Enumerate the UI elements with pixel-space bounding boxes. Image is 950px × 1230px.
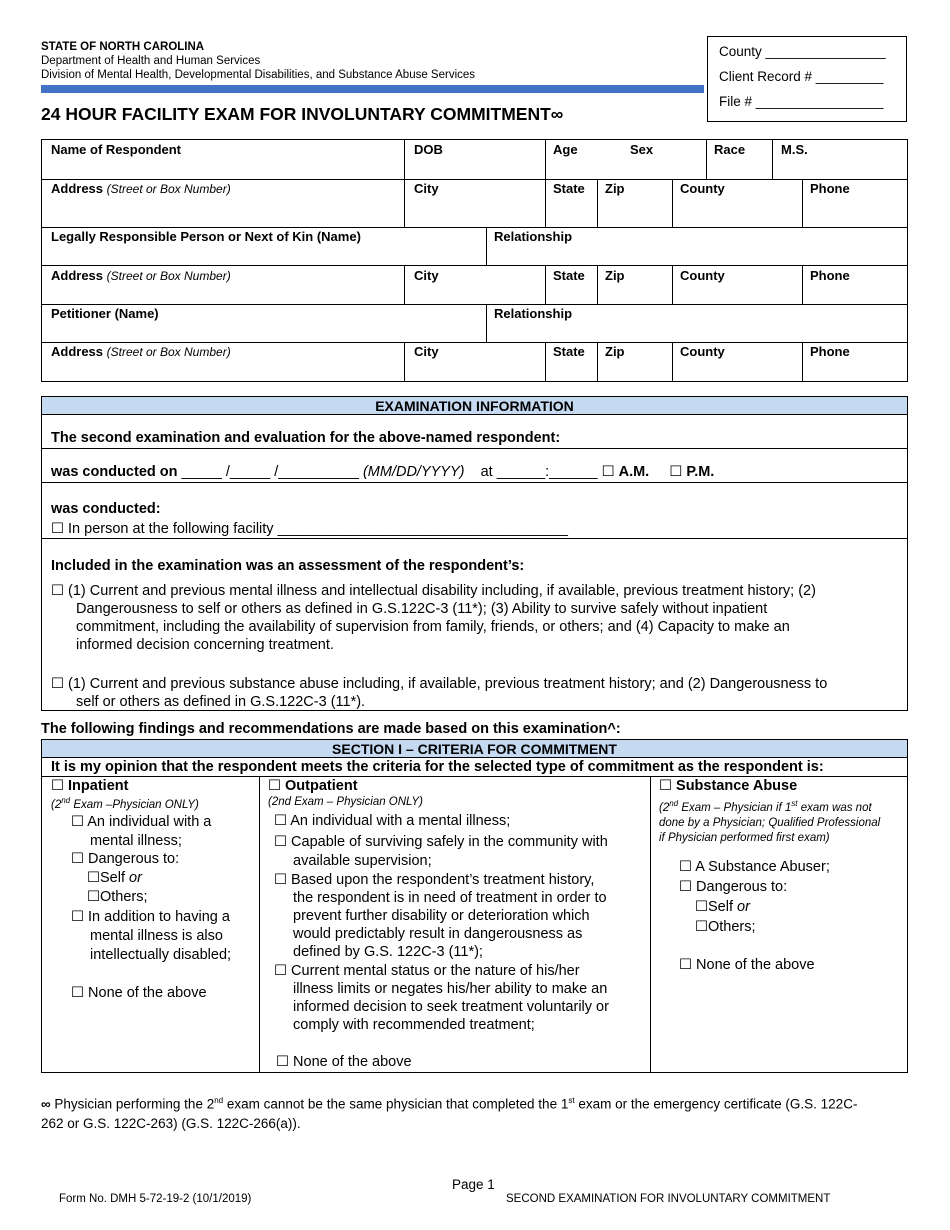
respondent-phone-field[interactable]: Phone [810,181,850,196]
respondent-zip-field[interactable]: Zip [605,181,625,196]
outpatient-mental-illness-checkbox[interactable]: ☐ An individual with a mental illness; [274,813,511,829]
respondent-city-field[interactable]: City [414,181,439,196]
outpatient-survive-checkbox[interactable]: ☐ Capable of surviving safely in the community with available supervision; [274,834,608,869]
substance-abuser-checkbox[interactable]: ☐ A Substance Abuser; [679,859,830,875]
kin-city-field[interactable]: City [414,268,439,283]
included-label: Included in the examination was an assessment of the respondent’s: [51,558,525,574]
exam-date-input[interactable]: _____ /_____ /__________ [181,464,359,480]
exam-time-input[interactable]: ______:______ [496,464,598,480]
footnote: ∞ Physician performing the 2nd exam cannot be the same physician that completed the 1st exam or the emergency certificate (G.S. 122C- 262 or G.S. 122C-263) (G.S. 122C-266(a)). [41,1096,858,1131]
second-exam-label: The second examination and evaluation for the above-named respondent: [51,430,561,446]
record-box [707,36,907,122]
section1-heading: SECTION I – CRITERIA FOR COMMITMENT [41,739,908,758]
mental-illness-assessment-checkbox[interactable]: ☐ (1) Current and previous mental illness and intellectual disability including, if available, previous treatment history; (2) Dangerousness to self or others as defined in G.S.122C-3 (11*); (3) Ability to survive safely without inpatient commitment, including the availability of supervision from family, friends, or others; and (4) Capacity to make an informed decision concerning treatment. [51,583,816,653]
petitioner-address-field[interactable]: Address (Street or Box Number) [51,344,231,359]
department-name: Department of Health and Human Services [41,55,261,67]
inpatient-others-checkbox[interactable]: ☐Others; [87,889,148,905]
kin-phone-field[interactable]: Phone [810,268,850,283]
file-number-field[interactable]: File # _________________ [719,94,884,109]
respondent-address-field[interactable]: Address (Street or Box Number) [51,181,231,196]
petitioner-relationship-field[interactable]: Relationship [494,306,573,321]
inpatient-mental-illness-checkbox[interactable]: ☐ An individual with a mental illness; [71,814,212,849]
dob-field[interactable]: DOB [414,142,443,157]
petitioner-state-field[interactable]: State [553,344,585,359]
substance-dangerous-checkbox[interactable]: ☐ Dangerous to: [679,879,788,895]
marital-status-field[interactable]: M.S. [781,142,808,157]
substance-self-checkbox[interactable]: ☐Self or [695,899,750,915]
kin-address-field[interactable]: Address (Street or Box Number) [51,268,231,283]
substance-none-checkbox[interactable]: ☐ None of the above [679,957,815,973]
inpatient-checkbox[interactable]: ☐ Inpatient [51,778,129,794]
opinion-label: It is my opinion that the respondent meets the criteria for the selected type of commitment as the respondent is: [51,759,824,775]
client-record-field[interactable]: Client Record # _________ [719,69,884,84]
kin-zip-field[interactable]: Zip [605,268,625,283]
respondent-state-field[interactable]: State [553,181,585,196]
substance-abuse-assessment-checkbox[interactable]: ☐ (1) Current and previous substance abuse including, if available, previous treatment history; and (2) Dangerousness to self or others as defined in G.S.122C-3 (11*). [51,676,828,710]
sex-field[interactable]: Sex [630,142,654,157]
inpatient-none-checkbox[interactable]: ☐ None of the above [71,985,207,1001]
header-rule [41,85,704,93]
inpatient-note: (2nd Exam –Physician ONLY) [51,796,199,811]
page-number: Page 1 [452,1177,495,1192]
inpatient-dangerous-checkbox[interactable]: ☐ Dangerous to: [71,851,180,867]
am-checkbox[interactable]: ☐ A.M. [601,464,650,480]
kin-state-field[interactable]: State [553,268,585,283]
substance-abuse-note: (2nd Exam – Physician if 1st exam was not done by a Physician; Qualified Professional if Physician performed first exam) [659,799,881,844]
petitioner-city-field[interactable]: City [414,344,439,359]
kin-name-field[interactable]: Legally Responsible Person or Next of Kin (Name) [51,229,361,244]
exam-info-heading: EXAMINATION INFORMATION [41,396,908,415]
outpatient-none-checkbox[interactable]: ☐ None of the above [276,1054,412,1070]
substance-others-checkbox[interactable]: ☐Others; [695,919,756,935]
respondent-name-field[interactable]: Name of Respondent [51,142,182,157]
form-number: Form No. DMH 5-72-19-2 (10/1/2019) [59,1193,252,1205]
outpatient-checkbox[interactable]: ☐ Outpatient [268,778,358,794]
outpatient-note: (2nd Exam – Physician ONLY) [268,796,423,808]
petitioner-phone-field[interactable]: Phone [810,344,850,359]
state-name: STATE OF NORTH CAROLINA [41,41,205,53]
kin-relationship-field[interactable]: Relationship [494,229,573,244]
outpatient-treatment-history-checkbox[interactable]: ☐ Based upon the respondent’s treatment history, the respondent is in need of treatment in order to prevent further disability or deterioration which would predictably result in dangerousness as defined by G.S. 122C-3 (11*); [274,872,607,960]
county-field[interactable]: County ________________ [719,44,886,59]
division-name: Division of Mental Health, Developmental Disabilities, and Substance Abuse Services [41,69,476,81]
kin-county-field[interactable]: County [680,268,725,283]
substance-abuse-checkbox[interactable]: ☐ Substance Abuse [659,778,798,794]
in-person-checkbox[interactable]: ☐ In person at the following facility ____________________________________ [51,521,568,537]
inpatient-self-checkbox[interactable]: ☐Self or [87,870,142,886]
pm-checkbox[interactable]: ☐ P.M. [669,464,715,480]
exam-date-row: was conducted on _____ /_____ /__________ (MM/DD/YYYY) at ______:______ ☐ A.M. ☐ P.M. [51,464,715,480]
age-field[interactable]: Age [553,142,578,157]
findings-label: The following findings and recommendations are made based on this examination^: [41,721,621,737]
was-conducted-label: was conducted: [51,501,161,517]
outpatient-mental-status-checkbox[interactable]: ☐ Current mental status or the nature of his/her illness limits or negates his/her ability to make an informed decision to seek treatment voluntarily or comply with recommended treatment; [274,963,609,1033]
inpatient-intellectual-checkbox[interactable]: ☐ In addition to having a mental illness is also intellectually disabled; [71,909,232,963]
respondent-county-field[interactable]: County [680,181,725,196]
form-title: 24 HOUR FACILITY EXAM FOR INVOLUNTARY COMMITMENT∞ [41,104,564,124]
race-field[interactable]: Race [714,142,746,157]
petitioner-zip-field[interactable]: Zip [605,344,625,359]
petitioner-name-field[interactable]: Petitioner (Name) [51,306,159,321]
form-footer-title: SECOND EXAMINATION FOR INVOLUNTARY COMMITMENT [506,1193,831,1205]
petitioner-county-field[interactable]: County [680,344,725,359]
